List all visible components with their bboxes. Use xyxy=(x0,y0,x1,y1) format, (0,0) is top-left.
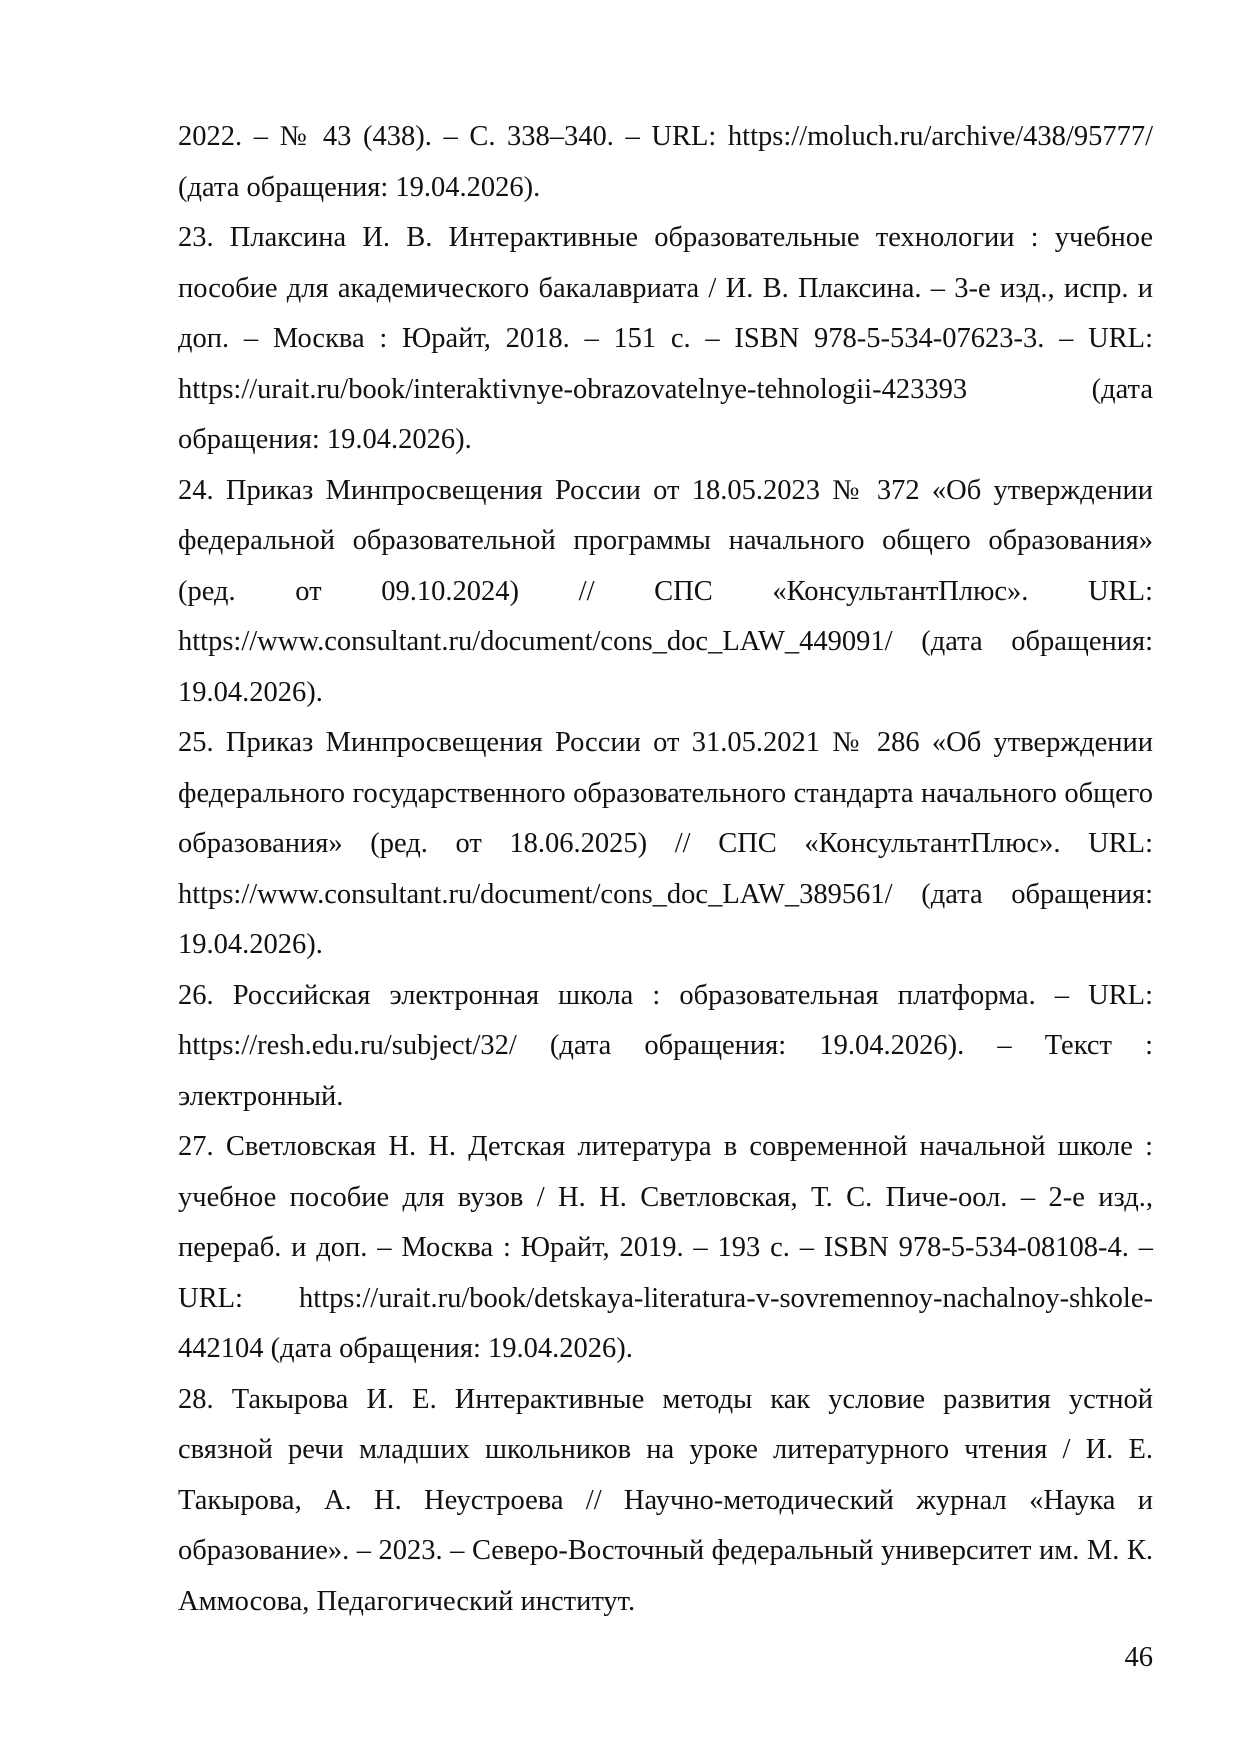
reference-entry-24: 24. Приказ Минпросвещения России от 18.05.2023 № 372 «Об утверждении федеральной образовательной программы начального общего образования» (ред. от 09.10.2024) // СПС «КонсультантПлюс». URL: https://www.consultant.ru/document/cons_doc_LAW_449091/ (дата обращения: 19.04.2026). xyxy=(178,474,1153,708)
reference-list xyxy=(178,112,1153,1627)
reference-entry-23: 23. Плаксина И. В. Интерактивные образовательные технологии : учебное пособие для академического бакалавриата / И. В. Плаксина. – 3-е изд., испр. и доп. – Москва : Юрайт, 2018. – 151 с. – ISBN 978-5-534-07623-3. – URL: https://urait.ru/book/interaktivnye-obrazovatelnye-tehnologii-423393 (дата обращения: 19.04.2026). xyxy=(178,222,1153,455)
reference-entry-25: 25. Приказ Минпросвещения России от 31.05.2021 № 286 «Об утверждении федерального государственного образовательного стандарта начального общего образования» (ред. от 18.06.2025) // СПС «КонсультантПлюс». URL: https://www.consultant.ru/document/cons_doc_LAW_389561/ (дата обращения: 19.04.2026). xyxy=(178,727,1153,960)
reference-entry-continuation: 2022. – № 43 (438). – С. 338–340. – URL: https://moluch.ru/archive/438/95777/ (дата обращения: 19.04.2026). xyxy=(178,121,1153,203)
page-number: 46 xyxy=(1124,1642,1153,1673)
reference-entry-26: 26. Российская электронная школа : образовательная платформа. – URL: https://resh.edu.ru/subject/32/ (дата обращения: 19.04.2026). – Текст : электронный. xyxy=(178,979,1153,1112)
reference-entry-28: 28. Такырова И. Е. Интерактивные методы как условие развития устной связной речи младших школьников на уроке литературного чтения / И. Е. Такырова, А. Н. Неустроева // Научно-методический журнал «Наука и образование». – 2023. – Северо-Восточный федеральный университет им. М. К. Аммосова, Педагогический институт. xyxy=(178,1383,1153,1617)
reference-entry-27: 27. Светловская Н. Н. Детская литература в современной начальной школе : учебное пособие для вузов / Н. Н. Светловская, Т. С. Пиче-оол. – 2-е изд., перераб. и доп. – Москва : Юрайт, 2019. – 193 с. – ISBN 978-5-534-08108-4. – URL: https://urait.ru/book/detskaya-literatura-v-sovremennoy-nachalnoy-shkole-442104 (дата обращения: 19.04.2026). xyxy=(178,1131,1153,1364)
